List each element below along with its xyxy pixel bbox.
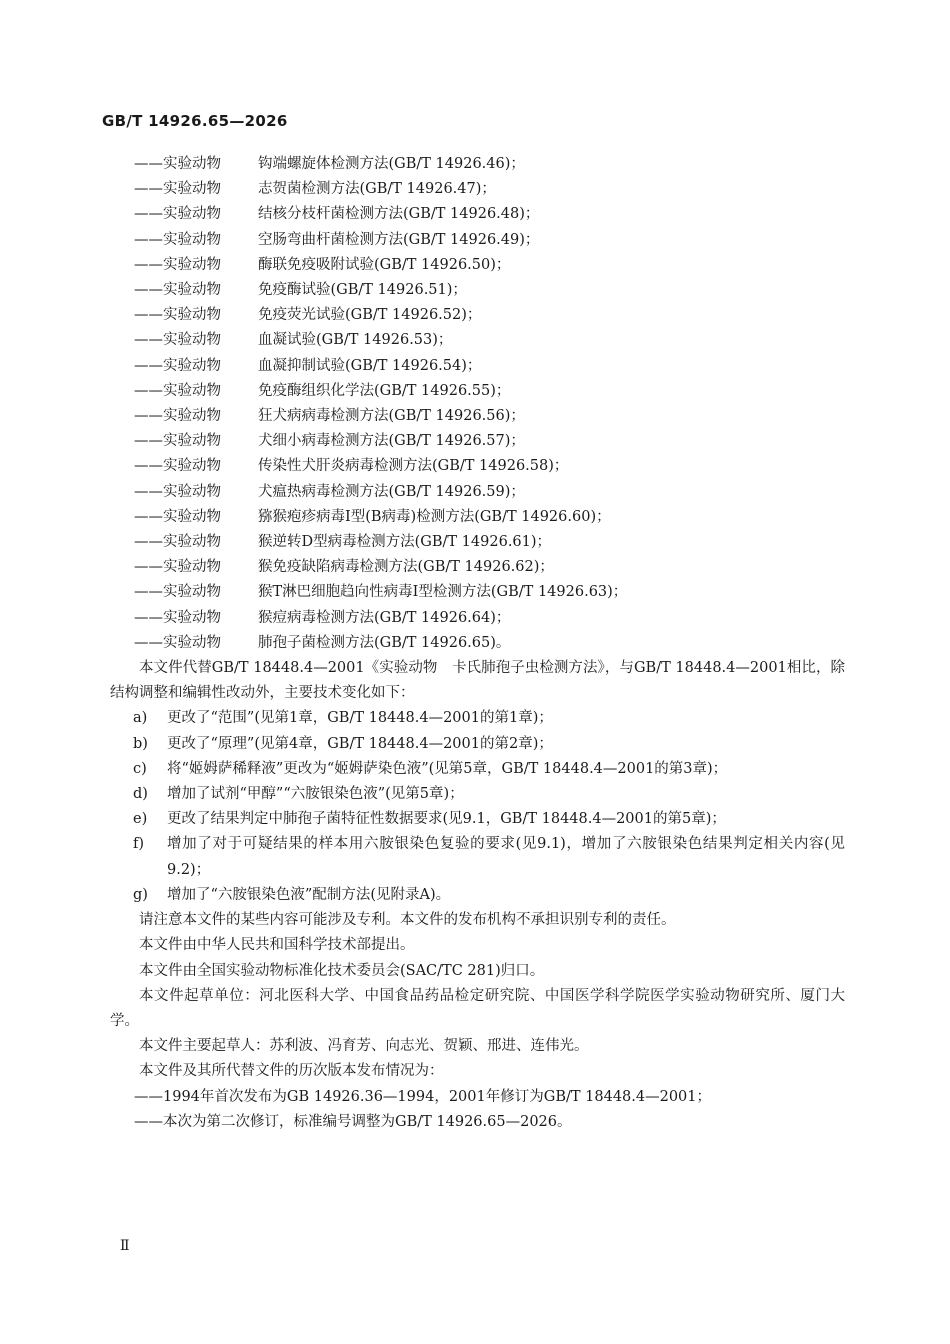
list-item-prefix: ——实验动物 [134, 181, 221, 198]
list-item-prefix: ——实验动物 [134, 332, 221, 349]
list-item-prefix: ——实验动物 [134, 256, 221, 273]
list-item [110, 152, 845, 177]
changes-list [110, 706, 845, 908]
change-item [110, 757, 845, 782]
list-item-title: 血凝抑制试验(GB/T 14926.54)； [258, 357, 482, 374]
change-item [110, 832, 845, 882]
change-text: 更改了“原理”(见第4章，GB/T 18448.4—2001的第2章)； [167, 735, 553, 752]
change-marker: f) [133, 836, 145, 853]
list-item [110, 202, 845, 227]
committee-paragraph: 本文件由全国实验动物标准化技术委员会(SAC/TC 281)归口。 [139, 962, 545, 979]
proposer-paragraph: 本文件由中华人民共和国科学技术部提出。 [139, 937, 415, 954]
list-item [110, 177, 845, 202]
list-item-title: 钩端螺旋体检测方法(GB/T 14926.46)； [258, 156, 525, 172]
change-item [110, 807, 845, 832]
history-list [110, 1085, 845, 1135]
list-item-prefix: ——实验动物 [134, 408, 221, 425]
list-item-title: 猴T淋巴细胞趋向性病毒Ⅰ型检测方法(GB/T 14926.63)； [258, 584, 628, 601]
history-item: ——本次为第二次修订，标准编号调整为GB/T 14926.65—2026。 [134, 1113, 572, 1130]
history-intro: 本文件及其所代替文件的历次版本发布情况为： [139, 1063, 444, 1080]
list-item [110, 404, 845, 429]
change-text: 增加了试剂“甲醇”“六胺银染色液”(见第5章)； [167, 786, 464, 803]
list-item-prefix: ——实验动物 [134, 156, 221, 172]
list-item-title: 猴逆转D型病毒检测方法(GB/T 14926.61)； [258, 534, 552, 551]
page-number: Ⅱ [120, 1238, 130, 1254]
list-item-prefix: ——实验动物 [134, 559, 221, 576]
list-item-title: 空肠弯曲杆菌检测方法(GB/T 14926.49)； [258, 231, 540, 248]
series-list [110, 152, 845, 656]
drafters-paragraph: 本文件主要起草人：苏利波、冯育芳、向志光、贺颖、邢进、连伟光。 [139, 1038, 589, 1055]
list-item-title: 志贺菌检测方法(GB/T 14926.47)； [258, 181, 496, 198]
list-item [110, 354, 845, 379]
change-marker: d) [133, 786, 148, 803]
list-item [110, 606, 845, 631]
standard-code: GB/T 14926.65—2026 [102, 112, 288, 130]
list-item-prefix: ——实验动物 [134, 458, 221, 475]
change-text: 更改了结果判定中肺孢子菌特征性数据要求(见9.1，GB/T 18448.4—2001的第5章)； [167, 811, 726, 828]
list-item [110, 530, 845, 555]
change-marker: e) [133, 811, 148, 828]
list-item-prefix: ——实验动物 [134, 307, 221, 324]
patent-notice: 请注意本文件的某些内容可能涉及专利。本文件的发布机构不承担识别专利的责任。 [139, 912, 676, 929]
change-text: 增加了对于可疑结果的样本用六胺银染色复验的要求(见9.1)，增加了六胺银染色结果判定相关内容(见9.2)； [167, 836, 845, 878]
list-item [110, 253, 845, 278]
change-marker: a) [133, 710, 148, 727]
list-item [110, 303, 845, 328]
list-item-prefix: ——实验动物 [134, 206, 221, 223]
list-item-prefix: ——实验动物 [134, 282, 221, 299]
list-item-prefix: ——实验动物 [134, 508, 221, 525]
list-item-prefix: ——实验动物 [134, 433, 221, 450]
drafting-units-paragraph: 本文件起草单位：河北医科大学、中国食品药品检定研究院、中国医学科学院医学实验动物研究所、厦门大学。 [110, 987, 845, 1029]
list-item-prefix: ——实验动物 [134, 609, 221, 626]
list-item [110, 454, 845, 479]
list-item [110, 228, 845, 253]
list-item [110, 555, 845, 580]
history-item: ——1994年首次发布为GB 14926.36—1994，2001年修订为GB/T 18448.4—2001； [134, 1088, 712, 1105]
change-text: 将“姬姆萨稀释液”更改为“姬姆萨染色液”(见第5章，GB/T 18448.4—2001的第3章)； [167, 760, 728, 777]
change-marker: g) [133, 886, 148, 903]
list-item-prefix: ——实验动物 [134, 483, 221, 500]
list-item-title: 猴免疫缺陷病毒检测方法(GB/T 14926.62)； [258, 559, 554, 576]
change-item [110, 732, 845, 757]
change-item [110, 706, 845, 731]
replacement-paragraph: 本文件代替GB/T 18448.4—2001《实验动物 卡氏肺孢子虫检测方法》，与GB/T 18448.4—2001相比，除结构调整和编辑性改动外，主要技术变化如下： [110, 660, 845, 702]
list-item-title: 猴痘病毒检测方法(GB/T 14926.64)； [258, 609, 511, 626]
change-marker: c) [133, 760, 147, 777]
list-item-prefix: ——实验动物 [134, 534, 221, 551]
list-item-title: 犬细小病毒检测方法(GB/T 14926.57)； [258, 433, 525, 450]
list-item-title: 免疫荧光试验(GB/T 14926.52)； [258, 307, 482, 324]
list-item-prefix: ——实验动物 [134, 357, 221, 374]
list-item-title: 结核分枝杆菌检测方法(GB/T 14926.48)； [258, 206, 540, 223]
list-item-title: 免疫酶组织化学法(GB/T 14926.55)； [258, 382, 511, 399]
change-marker: b) [133, 735, 148, 752]
list-item [110, 631, 845, 656]
list-item-title: 犬瘟热病毒检测方法(GB/T 14926.59)； [258, 483, 525, 500]
list-item [110, 328, 845, 353]
list-item [110, 480, 845, 505]
list-item-title: 酶联免疫吸附试验(GB/T 14926.50)； [258, 256, 511, 273]
change-text: 更改了“范围”(见第1章，GB/T 18448.4—2001的第1章)； [167, 710, 553, 727]
list-item-prefix: ——实验动物 [134, 584, 221, 601]
list-item-prefix: ——实验动物 [134, 382, 221, 399]
list-item-title: 肺孢子菌检测方法(GB/T 14926.65)。 [258, 634, 511, 651]
list-item-title: 猕猴疱疹病毒Ⅰ型(B病毒)检测方法(GB/T 14926.60)； [258, 508, 611, 525]
list-item-title: 免疫酶试验(GB/T 14926.51)； [258, 282, 467, 299]
list-item [110, 580, 845, 605]
list-item [110, 505, 845, 530]
change-item [110, 782, 845, 807]
list-item [110, 379, 845, 404]
change-text: 增加了“六胺银染色液”配制方法(见附录A)。 [167, 886, 451, 903]
list-item [110, 278, 845, 303]
list-item [110, 429, 845, 454]
list-item-title: 血凝试验(GB/T 14926.53)； [258, 332, 453, 349]
list-item-title: 传染性犬肝炎病毒检测方法(GB/T 14926.58)； [258, 458, 569, 475]
foreword-body [110, 152, 845, 1135]
list-item-prefix: ——实验动物 [134, 231, 221, 248]
list-item-prefix: ——实验动物 [134, 634, 221, 651]
list-item-title: 狂犬病病毒检测方法(GB/T 14926.56)； [258, 408, 525, 425]
change-item [110, 883, 845, 908]
